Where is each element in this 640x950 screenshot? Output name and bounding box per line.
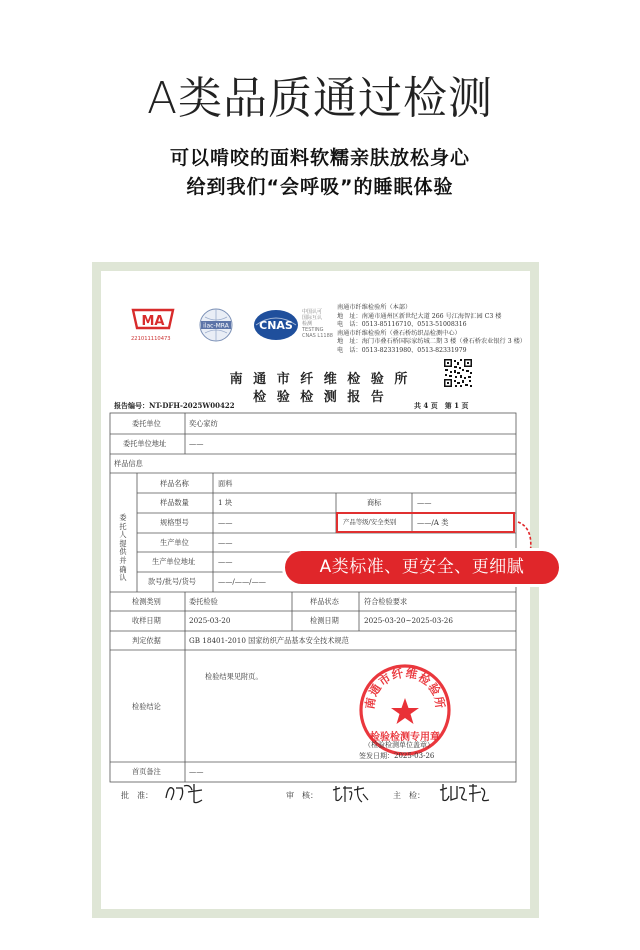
client-value: 奕心家纺 — [189, 419, 218, 428]
inspect-type-value: 委托检验 — [189, 597, 218, 606]
approve-signature — [162, 780, 212, 806]
sample-state-label: 样品状态 — [310, 597, 339, 606]
client-address-label: 委托单位地址 — [123, 439, 167, 448]
brand-label: 商标 — [367, 498, 382, 507]
seal-arc-text: 南通市纤维检验所 — [362, 665, 448, 711]
cnas-side-line: TESTING — [302, 327, 324, 333]
cma-code: 221011110473 — [131, 336, 171, 342]
client-address-value: —— — [189, 439, 204, 448]
subtitle-line-1: 可以啃咬的面料软糯亲肤放松身心 — [169, 147, 470, 169]
page-count: 共 4 页 第 1 页 — [414, 401, 469, 410]
lab-info-line: 电 话：0513-82331980、0513-82331979 — [337, 346, 467, 354]
sample-info-label: 样品信息 — [114, 459, 143, 468]
grade-label: 产品等级/安全类别 — [343, 518, 397, 526]
sample-state-value: 符合检验要求 — [364, 597, 408, 606]
producer-address-value: —— — [218, 557, 233, 566]
lab-info-line: 地 址：南通市通州区新世纪大道 266 号江海智汇园 C3 楼 — [337, 312, 502, 320]
seal-caption: （检验检测单位盖章） — [364, 741, 434, 749]
basis-label: 判定依据 — [132, 636, 161, 645]
client-label: 委托单位 — [132, 419, 161, 428]
report-title-doc: 检 验 检 测 报 告 — [253, 390, 387, 405]
chief-label: 主 检： — [393, 791, 425, 800]
brand-value: —— — [417, 498, 432, 507]
review-label: 审 核： — [286, 791, 318, 800]
page-title: A类品质通过检测 — [146, 73, 494, 124]
sample-name-value: 面料 — [218, 479, 233, 488]
review-signature — [330, 782, 372, 806]
spec-label: 规格型号 — [160, 518, 189, 527]
seal-bottom-text: 检验检测专用章 — [370, 732, 440, 743]
receive-date-label: 收样日期 — [132, 616, 161, 625]
inspect-type-label: 检测类别 — [132, 597, 161, 606]
lab-info-line: 南通市纤维检验所（本部） — [337, 304, 412, 311]
sample-qty-value: 1 块 — [218, 498, 233, 507]
sign-date: 签发日期：2025-03-26 — [359, 752, 435, 760]
report-title-org: 南 通 市 纤 维 检 验 所 — [229, 372, 411, 387]
basis-value: GB 18401-2010 国家纺织产品基本安全技术规范 — [189, 636, 349, 645]
report-number: 报告编号：NT-DFH-2025W00422 — [114, 401, 235, 410]
approve-label: 批 准： — [121, 791, 153, 800]
sample-qty-label: 样品数量 — [160, 498, 189, 507]
chief-signature — [437, 780, 493, 806]
remark-label: 首页备注 — [132, 767, 161, 776]
client-provided-label: 委托人提供并确认 — [119, 513, 127, 583]
cnas-side-line: 检测 — [302, 321, 313, 327]
lab-info-line: 南通市纤维检验所（叠石桥纺织品检测中心） — [337, 329, 461, 337]
conclusion-label: 检验结论 — [132, 702, 161, 711]
producer-label: 生产单位 — [160, 538, 189, 547]
lab-info-line: 电 话：0513-85116710、0513-51008316 — [337, 321, 467, 329]
inspect-date-label: 检测日期 — [310, 616, 339, 625]
inspect-date-value: 2025-03-20~2025-03-26 — [364, 616, 453, 625]
producer-value: —— — [218, 538, 233, 547]
remark-value: —— — [189, 767, 204, 776]
conclusion-value: 检验结果见附页。 — [205, 672, 263, 681]
sample-name-label: 样品名称 — [160, 479, 189, 488]
grade-value: ——/A 类 — [417, 518, 449, 527]
lab-info-line: 地 址：海门市叠石桥国际家纺城二期 3 楼（叠石桥农业银行 3 楼） — [337, 338, 526, 346]
grade-highlight-box — [336, 512, 515, 533]
a-class-callout-badge: A类标准、更安全、更细腻 — [285, 551, 559, 584]
cnas-side-line: 国际互认 — [302, 315, 323, 321]
cma-logo-text: MA — [141, 314, 165, 329]
producer-address-label: 生产单位地址 — [152, 557, 196, 566]
spec-value: —— — [218, 518, 233, 527]
ilac-logo-text: ilac-MRA — [203, 322, 229, 330]
subtitle-line-2: 给到我们“会呼吸”的睡眠体验 — [186, 176, 454, 198]
cnas-logo-text: CNAS — [259, 319, 293, 332]
batch-label: 款号/批号/货号 — [148, 577, 196, 586]
receive-date-value: 2025-03-20 — [189, 616, 231, 625]
cnas-side-line: CNAS L1188 — [302, 333, 333, 339]
cnas-side-line: 中国认可 — [302, 309, 323, 315]
batch-value: ——/——/—— — [218, 577, 266, 586]
